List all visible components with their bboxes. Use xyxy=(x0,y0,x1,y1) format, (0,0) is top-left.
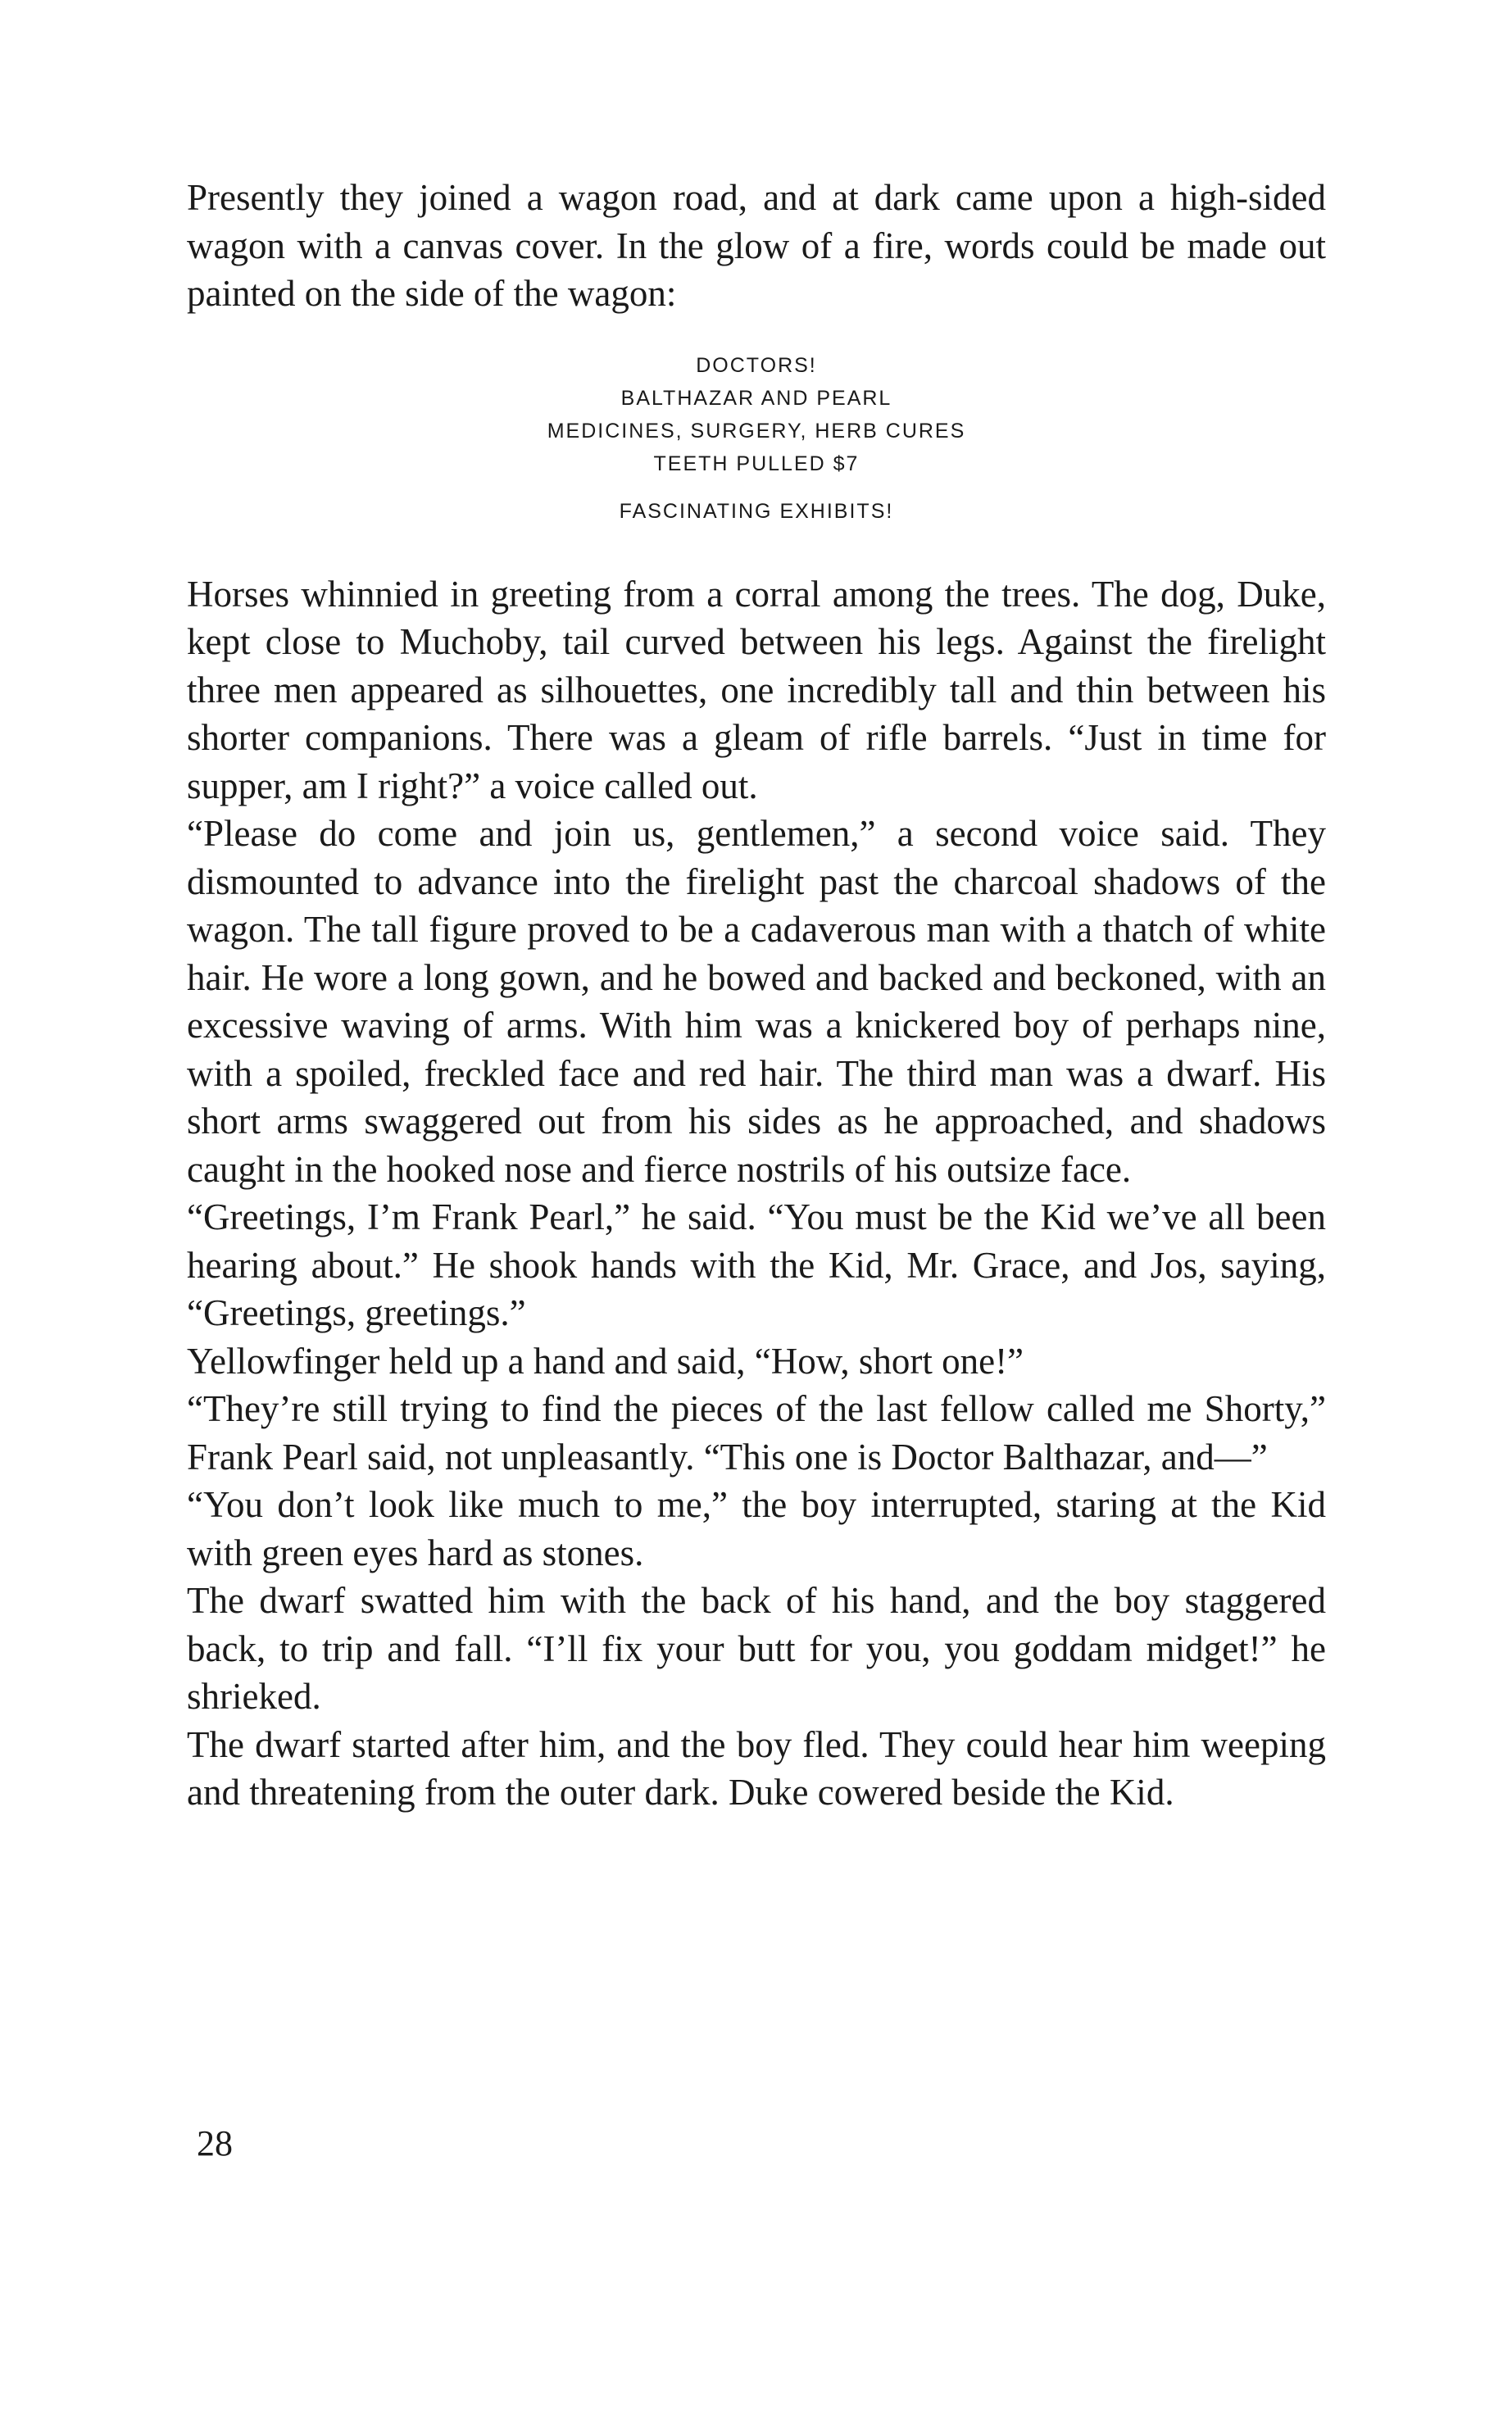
paragraph-list xyxy=(187,570,1326,1817)
paragraph: The dwarf started after him, and the boy fled. They could hear him weeping and threatening from the outer dark. Duke cowered beside the Kid. xyxy=(187,1723,1326,1813)
paragraph: Horses whinnied in greeting from a corral among the trees. The dog, Duke, kept close to Muchoby, tail curved between his legs. Against the firelight three men appeared as silhouettes, one incredibly tall and thin between his shorter companions. There was a gleam of rifle barrels. “Just in time for supper, am I right?” a voice called out. xyxy=(187,573,1326,806)
paragraph: The dwarf swatted him with the back of his hand, and the boy staggered back, to trip and fall. “I’ll fix your butt for you, you goddam midget!” he shrieked. xyxy=(187,1580,1326,1717)
paragraph: “You don’t look like much to me,” the boy interrupted, staring at the Kid with green eyes hard as stones. xyxy=(187,1484,1326,1573)
paragraph: “They’re still trying to find the pieces of the last fellow called me Shorty,” Frank Pearl said, not unpleasantly. “This one is Doctor Balthazar, and—” xyxy=(187,1388,1326,1478)
sign-line-doctors: DOCTORS! xyxy=(696,353,817,377)
sign-line-exhibits: FASCINATING EXHIBITS! xyxy=(619,499,894,523)
wagon-sign xyxy=(187,349,1326,528)
paragraph: “Greetings, I’m Frank Pearl,” he said. “You must be the Kid we’ve all been hearing about.” He shook hands with the Kid, Mr. Grace, and Jos, saying, “Greetings, greetings.” xyxy=(187,1196,1326,1333)
paragraph-opening: Presently they joined a wagon road, and at dark came upon a high-sided wagon with a canvas cover. In the glow of a fire, words could be made out painted on the side of the wagon: xyxy=(187,177,1326,314)
sign-line-teeth: TEETH PULLED $7 xyxy=(653,452,860,475)
sign-line-names: BALTHAZAR AND PEARL xyxy=(620,386,892,410)
paragraph: “Please do come and join us, gentlemen,” a second voice said. They dismounted to advance into the firelight past the charcoal shadows of the wagon. The tall figure proved to be a cadaverous man with a thatch of white hair. He wore a long gown, and he bowed and backed and beckoned, with an excessive waving of arms. With him was a knickered boy of perhaps nine, with a spoiled, freckled face and red hair. The third man was a dwarf. His short arms swaggered out from his sides as he approached, and shadows caught in the hooked nose and fierce nostrils of his outsize face. xyxy=(187,813,1326,1190)
page-number: 28 xyxy=(197,2123,233,2163)
book-page xyxy=(187,174,1326,1817)
paragraph: Yellowfinger held up a hand and said, “How, short one!” xyxy=(187,1340,1024,1382)
sign-line-medicines: MEDICINES, SURGERY, HERB CURES xyxy=(547,419,966,443)
